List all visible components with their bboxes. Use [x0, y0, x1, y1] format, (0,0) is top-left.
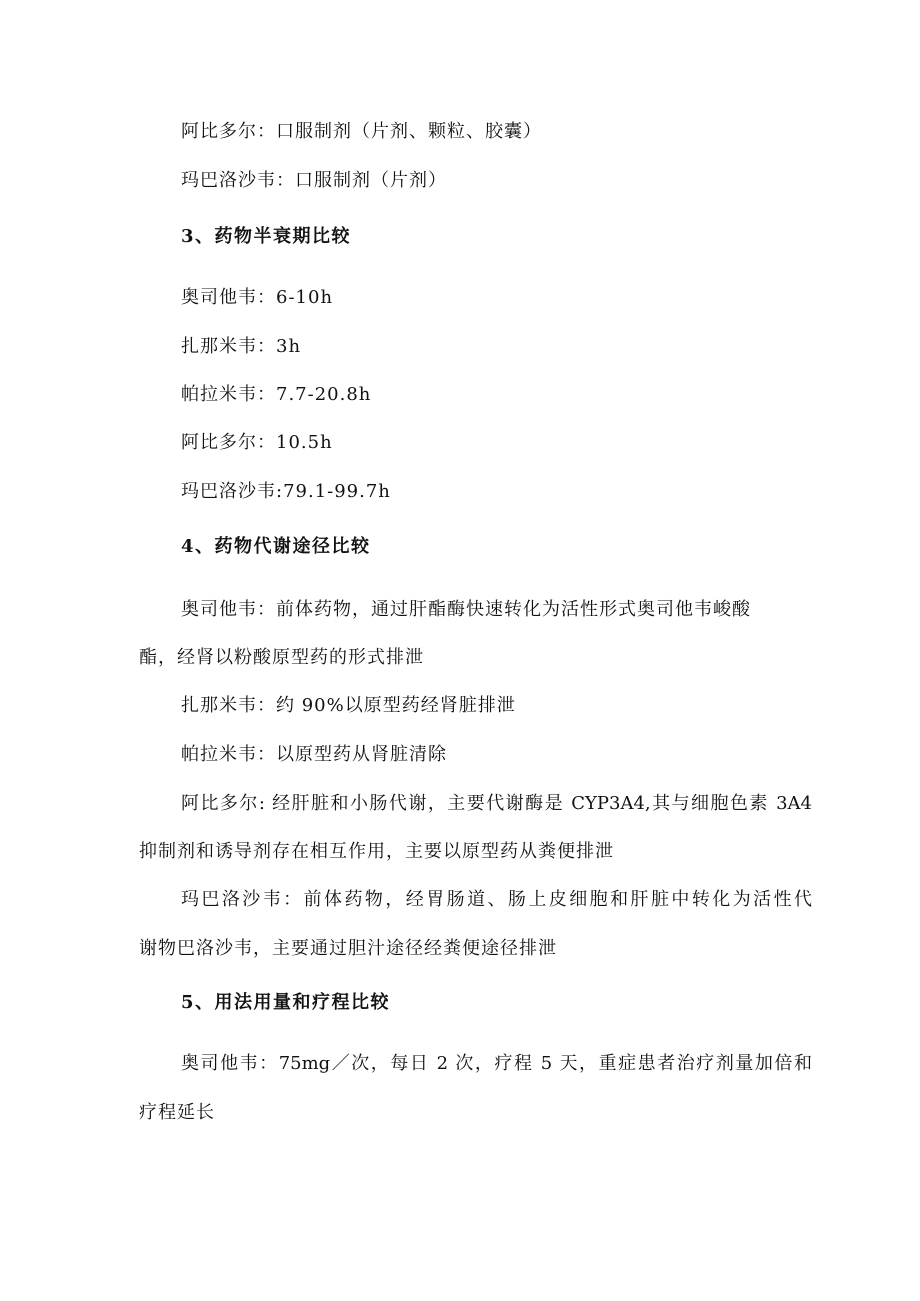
half-life-baloxavir: 玛巴洛沙韦:79.1-99.7h: [181, 481, 391, 502]
dosage-oseltamivir-line2: 疗程延长: [139, 1102, 215, 1123]
half-life-arbidol: 阿比多尔：10.5h: [181, 432, 333, 453]
metabolism-peramivir: 帕拉米韦：以原型药从肾脏清除: [181, 744, 447, 765]
half-life-oseltamivir: 奥司他韦：6-10h: [181, 287, 334, 308]
metabolism-baloxavir-line1: 玛巴洛沙韦：前体药物，经胃肠道、肠上皮细胞和肝脏中转化为活性代: [181, 889, 812, 910]
half-life-zanamivir: 扎那米韦：3h: [181, 336, 302, 357]
baloxavir-formulation: 玛巴洛沙韦：口服制剂（片剂）: [181, 170, 447, 191]
arbidol-formulation: 阿比多尔：口服制剂（片剂、颗粒、胶囊）: [181, 121, 542, 142]
metabolism-arbidol-line1: 阿比多尔: 经肝脏和小肠代谢，主要代谢酶是 CYP3A4,其与细胞色素 3A4: [181, 793, 812, 814]
metabolism-zanamivir: 扎那米韦：约 90%以原型药经肾脏排泄: [181, 695, 516, 716]
metabolism-arbidol-line2: 抑制剂和诱导剂存在相互作用，主要以原型药从粪便排泄: [139, 841, 614, 862]
metabolism-oseltamivir-line1: 奥司他韦：前体药物，通过肝酯酶快速转化为活性形式奥司他韦峻酸: [181, 599, 751, 620]
dosage-oseltamivir-line1: 奥司他韦：75mg／次，每日 2 次，疗程 5 天，重症患者治疗剂量加倍和: [181, 1053, 812, 1074]
section-4-heading: 4、药物代谢途径比较: [181, 536, 371, 557]
half-life-peramivir: 帕拉米韦：7.7-20.8h: [181, 384, 372, 405]
section-3-heading: 3、药物半衰期比较: [181, 226, 352, 247]
section-5-heading: 5、用法用量和疗程比较: [181, 992, 391, 1013]
metabolism-oseltamivir-line2: 酯，经肾以粉酸原型药的形式排泄: [139, 647, 424, 668]
metabolism-baloxavir-line2: 谢物巴洛沙韦，主要通过胆汁途径经粪便途径排泄: [139, 938, 557, 959]
